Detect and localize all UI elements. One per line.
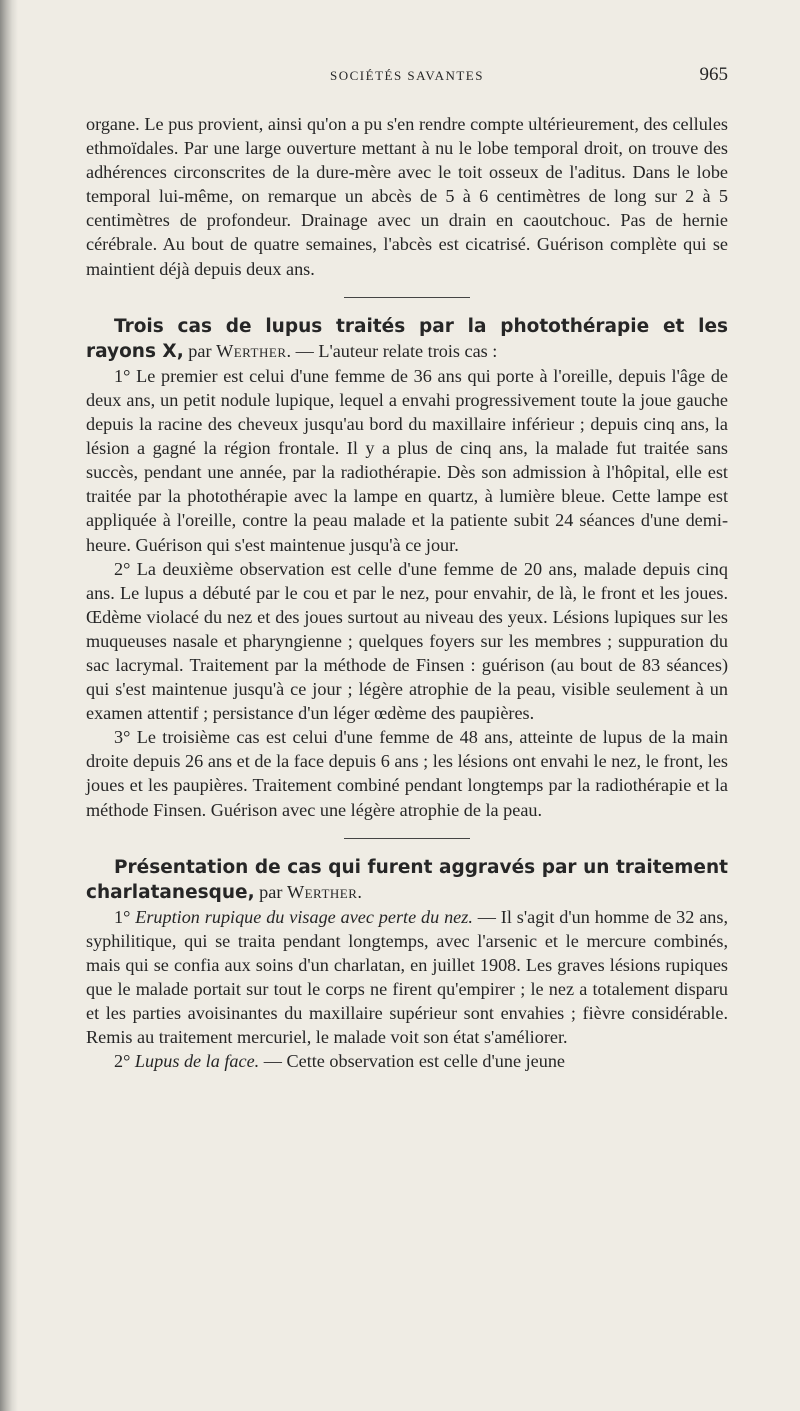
intro-sentence: . — L'auteur relate trois cas : xyxy=(286,340,498,361)
case-paragraph xyxy=(86,905,728,1050)
section-charlatan-heading-paragraph xyxy=(86,855,728,905)
author-name: Werther xyxy=(286,881,358,902)
case-paragraph: 2° La deuxième observation est celle d'une femme de 20 ans, malade depuis cinq ans. Le lupus a débuté par le cou et par le nez, pour envahir, de là, le front et les joues. Œdème violacé du nez et des joues surtout au niveau des yeux. Lésions lupiques sur les muqueuses nasale et pharyngienne ; quelques foyers sur les membres ; suppuration du sac lacrymal. Traitement par la méthode de Finsen : guérison (au bout de 83 séances) qui s'est maintenue jusqu'à ce jour ; légère atrophie de la peau, visible seulement à un examen attentif ; persistance d'un léger œdème des paupières. xyxy=(86,558,728,724)
page-header xyxy=(86,64,728,88)
running-head: SOCIÉTÉS SAVANTES xyxy=(330,68,484,83)
section-title: Présentation de cas qui furent aggravés par un traitement charlatanesque, xyxy=(86,856,728,903)
page-binding-edge xyxy=(0,0,18,1411)
by-word: par xyxy=(254,881,287,902)
intro-paragraph: organe. Le pus provient, ainsi qu'on a pu s'en rendre compte ultérieurement, des cellules ethmoïdales. Par une large ouverture mettant à nu le lobe temporal droit, on trouve des adhérences circonscrites de la dure-mère avec le toit osseux de l'aditus. Dans le lobe temporal lui-même, on remarque un abcès de 5 à 6 centimètres de long sur 2 à 5 centimètres de profondeur. Drainage avec un drain en caoutchouc. Pas de hernie cérébrale. Au bout de quatre semaines, l'abcès est cicatrisé. Guérison complète qui se maintient déjà depuis deux ans. xyxy=(86,114,728,279)
author-name: Werther xyxy=(216,340,287,361)
by-word: par xyxy=(183,340,217,361)
case-paragraph xyxy=(86,1049,728,1073)
page-number: 965 xyxy=(699,64,728,85)
section-lupus-heading-paragraph xyxy=(86,314,728,364)
section-divider xyxy=(344,297,470,298)
case-number: 1° xyxy=(114,906,136,927)
case-title: Lupus de la face. xyxy=(134,1051,260,1072)
case-title: Eruption rupique du visage avec perte du nez. xyxy=(135,906,473,927)
section-title: Trois cas de lupus traités par la photothérapie et les rayons X, xyxy=(86,315,728,362)
case-text: — Il s'agit d'un homme de 32 ans, syphilitique, qui se traita pendant longtemps, avec l'arsenic et le mercure combinés, mais qui se confia aux soins d'un charlatan, en juillet 1908. Les graves lésions rupiques que le malade portait sur tout le corps ne firent qu'empirer ; le nez a totalement disparu et les parties avoisinantes du maxillaire supérieur sont envahies ; fièvre considérable. Remis au traitement mercuriel, le malade voit son état s'améliorer. xyxy=(86,906,728,1048)
case-paragraph: 1° Le premier est celui d'une femme de 36 ans qui porte à l'oreille, depuis l'âge de deux ans, un petit nodule lupique, lequel a envahi progressivement toute la joue gauche depuis la racine des cheveux jusqu'au bord du maxillaire inférieur ; depuis cinq ans, la lésion a gagné la région frontale. Il y a plus de cinq ans, la malade fut traitée sans succès, pendant une année, par la radiothérapie. Dès son admission à l'hôpital, elle est traitée par la photothérapie avec la lampe en quartz, à lumière bleue. Cette lampe est appliquée à l'oreille, contre la peau malade et la patiente subit 24 séances d'une demi-heure. Guérison qui s'est maintenue jusqu'à ce jour. xyxy=(86,365,728,555)
case-number: 2° xyxy=(114,1051,135,1072)
case-paragraph: 3° Le troisième cas est celui d'une femme de 48 ans, atteinte de lupus de la main droite depuis 26 ans et de la face depuis 6 ans ; les lésions ont envahi le nez, le front, les joues et les paupières. Traitement combiné pendant longtemps par la radiothérapie et la méthode Finsen. Guérison avec une légère atrophie de la peau. xyxy=(86,727,728,820)
case-text: — Cette observation est celle d'une jeune xyxy=(259,1051,565,1072)
section-divider xyxy=(344,838,470,839)
body-text xyxy=(86,112,728,1073)
heading-period: . xyxy=(357,881,362,902)
